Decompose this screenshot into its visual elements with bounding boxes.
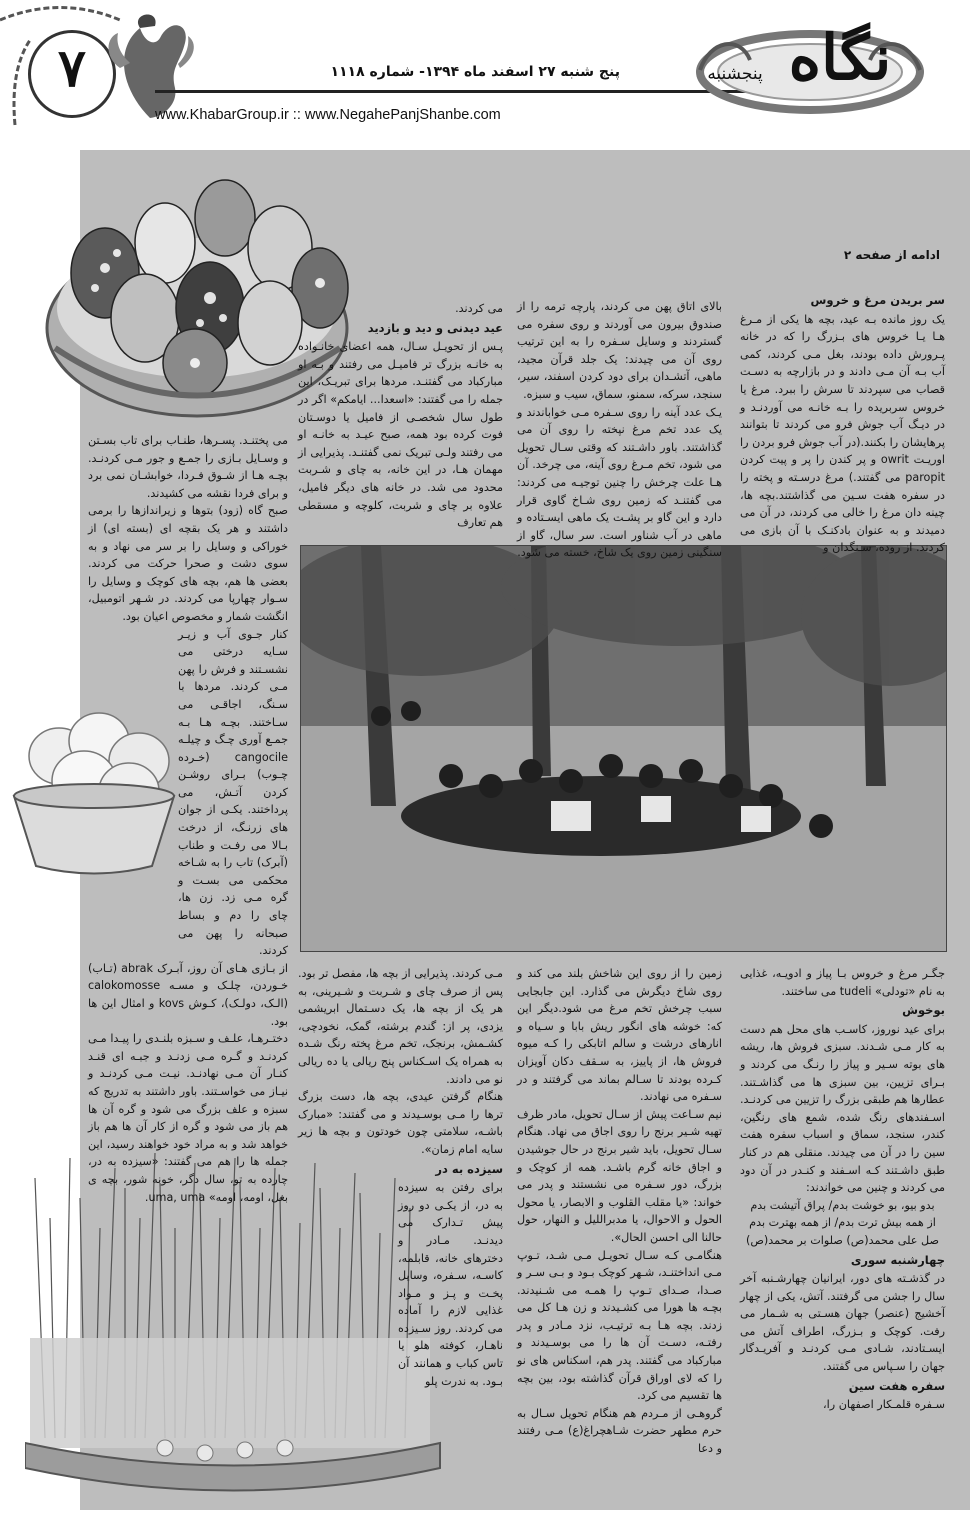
column-mid-right-top [517, 298, 722, 562]
continued-from-page: ادامه از صفحه ۲ [843, 248, 940, 262]
paragraph: برای عید نوروز، کاسـب های محل هم دست به کار مـی شـدند. سبزی فروش ها، ریشه های بوته سـیر و پیاز را رنـگ می کردند و بـرای تزیین، بین سبزی ها می گذاشـتند. عطارها هم طبقی بزرگ را تزیین می کردنـد. اسـفندهای رنگ شده، شمع های رنگین، کندر، سنجد، سماق و اسباب سفره هفت سین را در آن می چیدند. منقلی هم در کنار طبق داشـتند کـه اسـفند و کنـدر در آن دود می کردند و چنین می خواندند: [740, 1022, 945, 1195]
paragraph: پـس از تحویـل سـال، همه اعضای خانـواده به خانـه بزرگ تر فامیـل می رفتند و بـه او مبارکباد می گفتنـد. مردها برای تبریـک، این جمله را می گفتند: «اسعدا... ایامکم» اگر در طول سال شخصـی از فامیل یا دوسـتان فوت کرده بود همه، صبح عیـد به خانـه او می رفتند ولـی تبریک نمی گفتنـد. پذیرایی از مهمان هـا، در این خانه، به چای و شـربت محدود می شد. در خانه های دیگر فامیل، علاوه بر چای و شربت، کلوچه و مسقطی هم تعارف [298, 340, 503, 530]
paragraph: مـی کردند. پذیرایی از بچه ها، مفصل تر بود. پس از صرف چای و شـربت و شـیرینی، به هر یک از بچه ها، یک دسـتمال ابریشمی یزدی، پر از: گندم برشته، گمک، نخودچی، کشـمش، برنجک، تخم مرغ پخته رنگ شـده به همراه یک اسـکناس پنج ریالی یا ده ریالی نو می دادند. [298, 967, 503, 1086]
paragraph: گروهـی از مـردم هم هنگام تحویل سـال به حرم مطهر حضرت شـاهچراغ(ع) مـی رفتند و دعا [517, 1406, 722, 1456]
column-left [88, 432, 288, 1206]
newspaper-logo-sub: پنجشنبه [707, 64, 763, 84]
paragraph: صبح گاه (زود) بتوها و زیراندازها را برمی داشتند و هر یک بقچه ای (بسته ای) از خوراکی و وسایل را بر سر می نهاد و به سوی دشت و صحرا حرکت می کردند. بعضی ها هم، بچه های کوچک و وسایل را سـوار چهارپا می کردند. در شـهر اتومبیل، انگشت شمار و مخصوص اعیان بود. [88, 504, 288, 623]
subhead: عید دیدنی و دید و بازدید [367, 320, 503, 335]
newspaper-logo[interactable]: نگاه [788, 21, 892, 94]
column-mid-left-top [298, 300, 503, 532]
column-right-top [740, 290, 945, 557]
column-right-bottom [740, 965, 945, 1414]
picnic-photo [300, 545, 947, 952]
paragraph: کنار جـوی آب و زیـر سـایه درختی می نشسـتند و فرش را پهن مـی کردند. مردها با سـنگ، اجاقـی می سـاختند. بچـه هـا بـه جمـع آوری چـگ و چیلـه cangocile (خـرده چـوب) بـرای روشـن کردن آتـش، می پرداختند. یکـی از جوان های زرنـگ، از درخت بـالا می رفـت و طناب (آبرک) تاب را به شـاخه محکمی می بسـت و گره مـی زد. زن ها، چای را دم و بساط صبحانه را پهن می کردند. [178, 627, 288, 958]
subhead: چهارشنبه سوری [850, 1252, 945, 1267]
paragraph: می کردند. [455, 302, 503, 315]
masthead [0, 0, 970, 150]
column-mid-right-bottom [517, 965, 722, 1458]
paragraph: سـفره قلمـکار اصفهان را، [823, 1398, 945, 1412]
website-urls[interactable]: www.KhabarGroup.ir :: www.NegahePanjShanbe.com [155, 107, 501, 123]
paragraph: دختـرهـا، علـف و سـبزه بلنـدی را پیـدا مـی کردنـد و گـره مـی زدنـد و جبـه ای قنـد کنـار آن مـی نهادنـد. نیـت مـی کردنـد و نیـاز می خواسـتند. باور داشتند به تدریج که سبزه و علف بزرگ می شود و گره آن ها هم باز می شود و گره از کار آن ها هم باز خواهد شد و به مراد خود خواهند رسید، این جمله ها را هم می گفتند: «سیزده به در، چارده به تو، سال دگر، خونه شور، بچه ی بغل، اومه، اومه» uma, uma. [88, 1032, 288, 1204]
paragraph: برای رفتن به سیزده به در، از یکـی دو روز پیش تـدارک می دیدنـد. مـادر و دخترهای خانه، قابلمه، کاسـه، سـفره، وسایل پخـت و پـز و مـواد غذایی لازم را آماده می کردند. روز سـیزده ناهـار، کوفته هلو یا تاس کباب و همانند آن بـود. به ندرت پلو [398, 1181, 503, 1388]
column-mid-left-bottom [298, 965, 503, 1390]
issue-date-line: پنج شنبه ۲۷ اسفند ماه ۱۳۹۴- شماره ۱۱۱۸ [330, 64, 620, 80]
paragraph: یـک عدد آینه را روی سـفره مـی خواباندند و یک عدد تخم مرغ نپخته را روی آن می گذاشتند. باور داشـتند که وقتی سـال تحویل می شود، تخم مـرغ روی آینه، می چرخد. آن هـا علت چرخش را چنین توجیـه می کردند: می گفتنـد که زمین روی شـاخ گاوی قرار دارد و این گاو بر پشـت یک ماهی ایسـتاده و ماهی در آب شناور است. سر سال، گاو از سنگینی زمین روی یک شاخ، خسته می شود. [517, 405, 722, 560]
paragraph: هنگامـی کـه سـال تحویـل مـی شـد، تـوپ مـی انداختنـد، شـهر کوچک بـود و بـی سـر و صـدا، صـدای تـوپ را همـه می شـنیدند. بچـه ها هورا می کشـیدند و زن هـا کل می زدند. بچه هـا بـه ترتیـب، نزد مـادر و پدر رفتـه، دسـت آن ها را می بوسـیدند و مبارکباد می گفتند. پدر هم، اسکناس های نو را که لای اوراق قرآن گذاشته بود، بین بچه ها تقسیم می کرد. [517, 1248, 722, 1403]
paragraph: زمین را از روی این شاخش بلند می کند و روی شاخ دیگرش می گذارد. این جابجایی سبب چرخش تخم مرغ می شود.دیگر این که: خوشه های انگور ریش بابا و سـیاه و انارهای درشت و سالم اتابکی را کـه میوه فروش ها، از پاییز، به سـقف دکان آویزان کـرده بودند تا سـالم بماند می گرفتند و در سـفره می نهادند. [517, 967, 722, 1104]
paragraph: بالای اتاق پهن می کردند، پارچه ترمه را از صندوق بیرون می آوردند و روی سفره می گستردند و وسایل سـفره را به این ترتیب روی آن می چیدند: یک جلد قرآن مجید، ماهی، آتشـدان برای دود کردن اسفند، سیر، سنجد، سرکه، سمنو، سماق، سیب و سبزه. [517, 300, 722, 401]
poem-line: از همه بیش ترت بدم/ از همه بهترت بدم [749, 1216, 936, 1230]
paragraph: از بـازی هـای آن روز، آبـرک abrak (تـاب) خـوردن، چلـک و مسـه calokomosse (الـک، دولـک)، کـوش kovs و امثال این ها بود. [88, 961, 288, 1028]
paragraph: می پختنـد. پسـرها، طنـاب برای تاب بسـتن و وسـایل بـازی را جمـع و جور مـی کردنـد. بچـه هـا از شـوق فـردا، خوابشـان نمی برد و برای فردا نقشه می کشیدند. [88, 434, 288, 500]
poem-line: بدو بیو، بو خوشت بدم/ پراق آتیشت بدم [750, 1198, 935, 1212]
picnic-photo-scene [301, 546, 946, 951]
paragraph: نیم سـاعت پیش از سـال تحویل، مادر ظرف تهیه شـیر برنج را روی اجاق می نهاد. هنگام سـال تحویل، باید شیر برنج در حال جوشیدن و اجاق خانه گرم باشـد. همه از کوچک و بزرگ، دور سـفره می نشستند و پدر می خواند: «یا مقلب القلوب و الابصار، یا محول الحول و الاحوال، یا مدبراللیل و النهار، حول حالنا الی احسن الحال». [517, 1107, 722, 1244]
subhead: بوخوش [902, 1003, 945, 1018]
paragraph: هنگام گرفتن عیدی، بچه ها، دست بزرگ ترها را مـی بوسـیدند و می گفتند: «مبارک باشـه، سلامتی چون خودتون و بچه ها زیر سایه امام زمان». [298, 1090, 503, 1156]
poem-line: صل علی محمد(ص) صلوات بر محمد(ص) [746, 1233, 939, 1247]
paragraph: یک روز مانده بـه عید، بچه ها یکی از مـرغ هـا یـا خروس های بـزرگ را که در خانه پـرورش داده بودند، بغل مـی کردند، کمی آب بـه آن مـی دادند و در بازارچه به دسـت قصاب می سپردند تا سرش را ببرد. مرغ یا خروس سربریده را بـه خانـه می آوردنـد و در دیـگ آب جوش فرو می کردند تا بتوانند پرهایشان را بکنند.(در آب جوش فرو بردن را اوریـت owrit و پر کندن را پر و پیت کردن paropit می گفتند.) مرغ درسـته و پخته را در سفره هفت سـین می گذاشتند.بچه ها، چینه دان مرغ را خالی می کردند، در آن می دمیدند و به عنوان بادکنـک با آن بازی می کردند. از روده، سـنگدان و [740, 312, 945, 555]
subhead: سفره هفت سین [848, 1378, 945, 1393]
paragraph: جگـر مرغ و خروس بـا پیاز و ادویـه، غذایی به نام «تودلی» tudeli می ساختند. [740, 967, 945, 998]
paragraph: در گذشـته های دور، ایرانیان چهارشـنبه آخر سال را جشن می گرفتند. آتش، یکی از چهار آخشیج (عنصر) جهان هسـتی به شـمار می رفت. کوچک و بـزرگ، اطراف آتش می ایسـتادند، شـادی مـی کردنـد و آفریـدگار جهان را سـپاس می گفتند. [740, 1272, 945, 1374]
subhead: سر بریدن مرغ و خروس [810, 293, 945, 307]
subhead: سیزده به در [435, 1161, 503, 1176]
page-number: ۷ [58, 38, 86, 99]
